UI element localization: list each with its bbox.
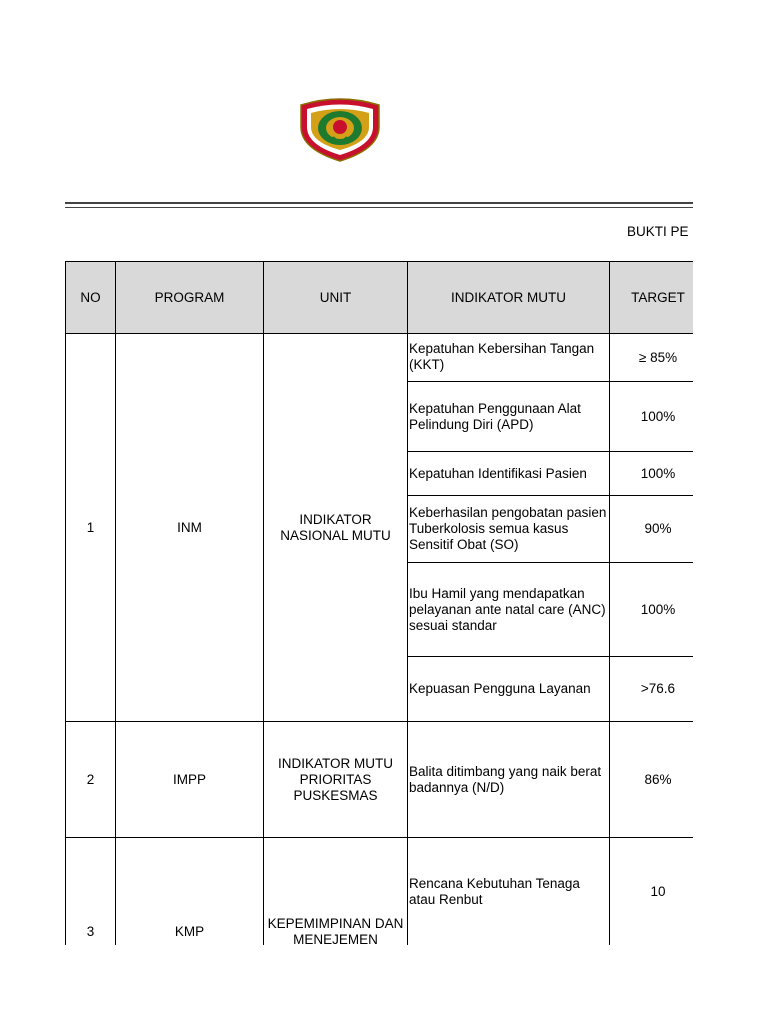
cell-unit: INDIKATOR MUTU PRIORITAS PUSKESMAS xyxy=(264,722,408,838)
cell-indikator: Keberhasilan pengobatan pasien Tuberkolosis semua kasus Sensitif Obat (SO) xyxy=(408,496,610,563)
header-program: PROGRAM xyxy=(116,262,264,334)
header-no: NO xyxy=(66,262,116,334)
cell-program: KMP xyxy=(116,838,264,946)
cell-unit: INDIKATOR NASIONAL MUTU xyxy=(264,334,408,722)
regional-emblem-logo xyxy=(297,97,383,163)
cell-program: IMPP xyxy=(116,722,264,838)
cell-no: 2 xyxy=(66,722,116,838)
cell-indikator: Kepatuhan Identifikasi Pasien xyxy=(408,452,610,496)
indicator-table-viewport xyxy=(65,261,693,945)
table-row xyxy=(66,334,694,382)
cell-indikator: Balita ditimbang yang naik berat badannya (N/D) xyxy=(408,722,610,838)
indicator-table xyxy=(65,261,693,945)
cell-indikator: Kepatuhan Penggunaan Alat Pelindung Diri (APD) xyxy=(408,382,610,452)
header-unit: UNIT xyxy=(264,262,408,334)
cell-target: 86% xyxy=(610,722,694,838)
cell-program: INM xyxy=(116,334,264,722)
table-row xyxy=(66,722,694,838)
cell-target: ≥ 85% xyxy=(610,334,694,382)
cell-target: 10 xyxy=(610,838,694,946)
header-rule-thick xyxy=(65,202,693,204)
header-indikator: INDIKATOR MUTU xyxy=(408,262,610,334)
table-header-row xyxy=(66,262,694,334)
header-target: TARGET xyxy=(610,262,694,334)
cell-indikator: Rencana Kebutuhan Tenaga atau Renbut xyxy=(408,838,610,946)
cell-indikator: Kepuasan Pengguna Layanan xyxy=(408,657,610,722)
table-row xyxy=(66,838,694,946)
cell-no: 1 xyxy=(66,334,116,722)
cell-target: 90% xyxy=(610,496,694,563)
cell-target: >76.6 xyxy=(610,657,694,722)
cell-target: 100% xyxy=(610,563,694,657)
emblem-shield-icon xyxy=(297,97,383,163)
cell-no: 3 xyxy=(66,838,116,946)
header-rule-thin xyxy=(65,207,693,208)
document-title: BUKTI PE xyxy=(627,224,689,239)
cell-indikator: Kepatuhan Kebersihan Tangan (KKT) xyxy=(408,334,610,382)
cell-target: 100% xyxy=(610,382,694,452)
cell-unit: KEPEMIMPINAN DAN MENEJEMEN xyxy=(264,838,408,946)
cell-target: 100% xyxy=(610,452,694,496)
cell-indikator: Ibu Hamil yang mendapatkan pelayanan ante natal care (ANC) sesuai standar xyxy=(408,563,610,657)
